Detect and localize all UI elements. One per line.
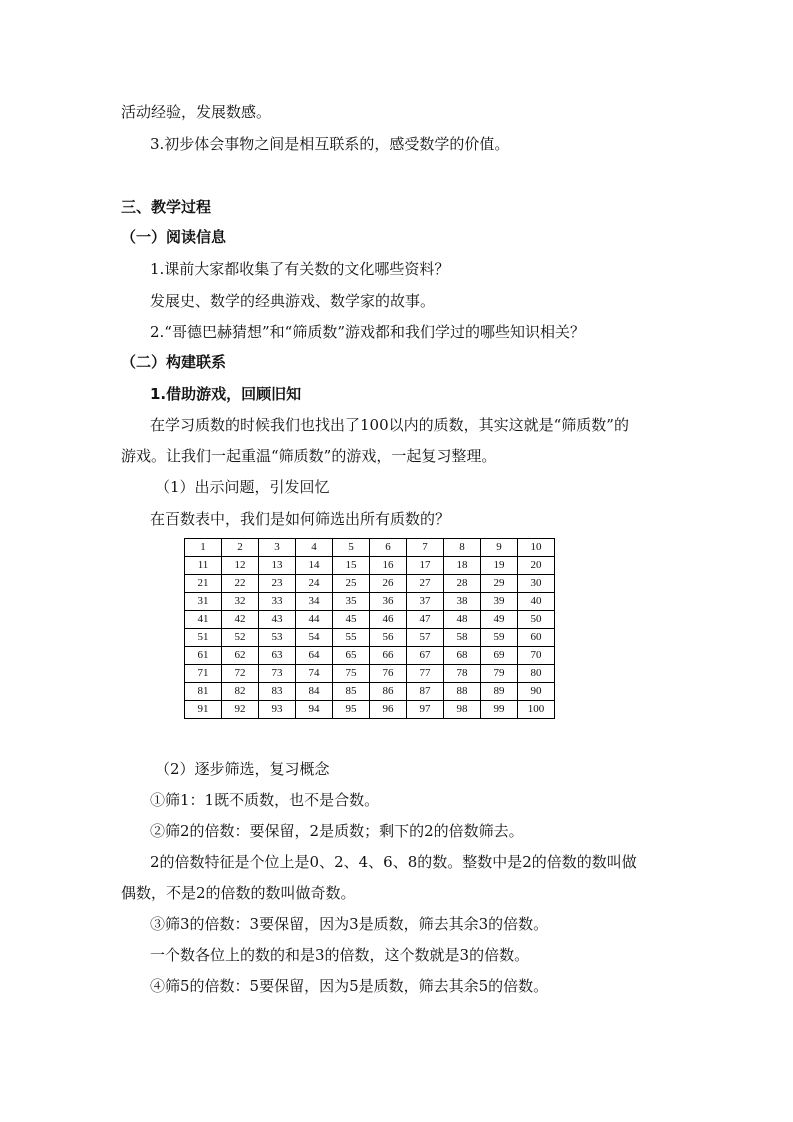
table-cell: 99: [481, 701, 518, 719]
table-cell: 79: [481, 665, 518, 683]
text-line: 偶数，不是2的倍数的数叫做奇数。: [121, 884, 356, 902]
section-heading: 三、教学过程: [121, 198, 212, 216]
table-cell: 25: [333, 575, 370, 593]
table-cell: 17: [407, 557, 444, 575]
table-cell: 62: [222, 647, 259, 665]
table-cell: 32: [222, 593, 259, 611]
table-cell: 54: [296, 629, 333, 647]
table-cell: 16: [370, 557, 407, 575]
table-cell: 38: [444, 593, 481, 611]
text-line: 一个数各位上的数的和是3的倍数，这个数就是3的倍数。: [150, 946, 530, 964]
table-cell: 80: [518, 665, 555, 683]
table-cell: 26: [370, 575, 407, 593]
table-cell: 28: [444, 575, 481, 593]
table-cell: 55: [333, 629, 370, 647]
table-cell: 47: [407, 611, 444, 629]
text-line: （1）出示问题，引发回忆: [155, 478, 330, 496]
table-cell: 64: [296, 647, 333, 665]
table-cell: 97: [407, 701, 444, 719]
text-line: （2）逐步筛选，复习概念: [155, 760, 330, 778]
table-cell: 2: [222, 539, 259, 557]
table-cell: 59: [481, 629, 518, 647]
text-line: 2.“哥德巴赫猜想”和“筛质数”游戏都和我们学过的哪些知识相关？: [150, 323, 585, 341]
table-row: [185, 683, 555, 701]
hundred-number-table: [184, 538, 555, 719]
table-cell: 36: [370, 593, 407, 611]
subsection-heading: （二）构建联系: [121, 353, 227, 371]
table-cell: 24: [296, 575, 333, 593]
table-cell: 22: [222, 575, 259, 593]
table-cell: 23: [259, 575, 296, 593]
table-cell: 9: [481, 539, 518, 557]
table-cell: 51: [185, 629, 222, 647]
table-cell: 83: [259, 683, 296, 701]
table-row: [185, 593, 555, 611]
table-cell: 60: [518, 629, 555, 647]
table-cell: 90: [518, 683, 555, 701]
table-cell: 44: [296, 611, 333, 629]
table-cell: 76: [370, 665, 407, 683]
table-cell: 7: [407, 539, 444, 557]
table-cell: 33: [259, 593, 296, 611]
table-cell: 19: [481, 557, 518, 575]
table-cell: 50: [518, 611, 555, 629]
table-cell: 30: [518, 575, 555, 593]
table-cell: 14: [296, 557, 333, 575]
table-row: [185, 557, 555, 575]
table-cell: 94: [296, 701, 333, 719]
table-cell: 72: [222, 665, 259, 683]
table-cell: 34: [296, 593, 333, 611]
table-cell: 69: [481, 647, 518, 665]
table-cell: 1: [185, 539, 222, 557]
table-cell: 89: [481, 683, 518, 701]
table-cell: 6: [370, 539, 407, 557]
table-cell: 57: [407, 629, 444, 647]
table-row: [185, 575, 555, 593]
table-cell: 100: [518, 701, 555, 719]
text-line: 游戏。让我们一起重温“筛质数”的游戏，一起复习整理。: [121, 447, 497, 465]
table-cell: 29: [481, 575, 518, 593]
table-cell: 13: [259, 557, 296, 575]
table-cell: 61: [185, 647, 222, 665]
text-line: 发展史、数学的经典游戏、数学家的故事。: [150, 292, 436, 310]
table-cell: 95: [333, 701, 370, 719]
table-row: [185, 539, 555, 557]
table-cell: 42: [222, 611, 259, 629]
text-line: 2的倍数特征是个位上是0、2、4、6、8的数。整数中是2的倍数的数叫做: [150, 853, 637, 871]
text-line: 3.初步体会事物之间是相互联系的，感受数学的价值。: [150, 135, 510, 153]
table-cell: 98: [444, 701, 481, 719]
table-cell: 40: [518, 593, 555, 611]
table-cell: 56: [370, 629, 407, 647]
table-cell: 48: [444, 611, 481, 629]
table-cell: 10: [518, 539, 555, 557]
table-cell: 52: [222, 629, 259, 647]
table-cell: 53: [259, 629, 296, 647]
table-row: [185, 701, 555, 719]
table-cell: 93: [259, 701, 296, 719]
table-cell: 41: [185, 611, 222, 629]
table-cell: 67: [407, 647, 444, 665]
table-cell: 65: [333, 647, 370, 665]
table-cell: 85: [333, 683, 370, 701]
table-cell: 71: [185, 665, 222, 683]
table-cell: 39: [481, 593, 518, 611]
table-cell: 31: [185, 593, 222, 611]
table-cell: 35: [333, 593, 370, 611]
table-cell: 3: [259, 539, 296, 557]
table-cell: 81: [185, 683, 222, 701]
table-cell: 11: [185, 557, 222, 575]
table-cell: 43: [259, 611, 296, 629]
subsection-heading: 1.借助游戏，回顾旧知: [150, 385, 302, 403]
table-cell: 92: [222, 701, 259, 719]
subsection-heading: （一）阅读信息: [121, 228, 227, 246]
table-cell: 15: [333, 557, 370, 575]
table-cell: 82: [222, 683, 259, 701]
table-cell: 75: [333, 665, 370, 683]
table-cell: 74: [296, 665, 333, 683]
table-cell: 63: [259, 647, 296, 665]
table-cell: 87: [407, 683, 444, 701]
table-cell: 68: [444, 647, 481, 665]
text-line: 活动经验，发展数感。: [121, 103, 272, 121]
table-cell: 88: [444, 683, 481, 701]
table-cell: 84: [296, 683, 333, 701]
text-line: ②筛2的倍数：要保留，2是质数；剩下的2的倍数筛去。: [150, 822, 524, 840]
table-cell: 27: [407, 575, 444, 593]
table-cell: 45: [333, 611, 370, 629]
table-cell: 77: [407, 665, 444, 683]
text-line: ①筛1：1既不质数，也不是合数。: [150, 791, 380, 809]
table-cell: 96: [370, 701, 407, 719]
text-line: ③筛3的倍数：3要保留，因为3是质数，筛去其余3的倍数。: [150, 915, 549, 933]
text-line: ④筛5的倍数：5要保留，因为5是质数，筛去其余5的倍数。: [150, 977, 549, 995]
table-row: [185, 629, 555, 647]
hundred-table-body: [185, 539, 555, 719]
table-cell: 58: [444, 629, 481, 647]
table-cell: 91: [185, 701, 222, 719]
table-cell: 8: [444, 539, 481, 557]
table-cell: 66: [370, 647, 407, 665]
table-cell: 73: [259, 665, 296, 683]
table-cell: 37: [407, 593, 444, 611]
table-row: [185, 647, 555, 665]
table-row: [185, 611, 555, 629]
table-cell: 4: [296, 539, 333, 557]
table-cell: 49: [481, 611, 518, 629]
table-row: [185, 665, 555, 683]
text-line: 在百数表中，我们是如何筛选出所有质数的？: [150, 510, 451, 528]
table-cell: 86: [370, 683, 407, 701]
text-line: 1.课前大家都收集了有关数的文化哪些资料？: [150, 260, 450, 278]
table-cell: 18: [444, 557, 481, 575]
table-cell: 78: [444, 665, 481, 683]
table-cell: 5: [333, 539, 370, 557]
table-cell: 70: [518, 647, 555, 665]
text-line: 在学习质数的时候我们也找出了100以内的质数，其实这就是“筛质数”的: [150, 416, 629, 434]
table-cell: 12: [222, 557, 259, 575]
table-cell: 21: [185, 575, 222, 593]
table-cell: 20: [518, 557, 555, 575]
table-cell: 46: [370, 611, 407, 629]
